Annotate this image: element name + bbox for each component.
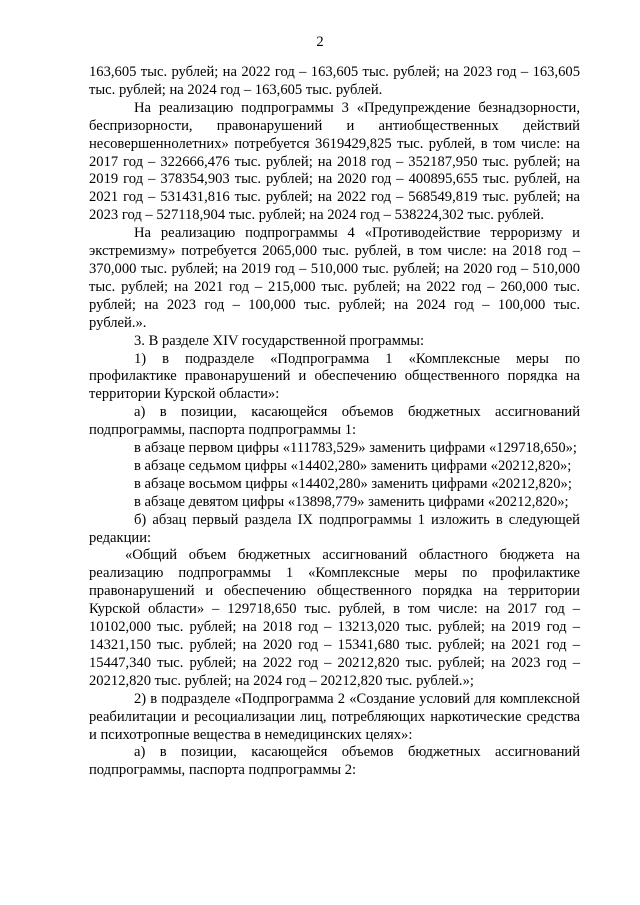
paragraph-item-1a: а) в позиции, касающейся объемов бюджетных ассигнований подпрограммы, паспорта подпрограммы 1: — [89, 404, 580, 439]
paragraph-subprogram-3: На реализацию подпрограммы 3 «Предупреждение безнадзорности, беспризорности, правонарушений и антиобщественных действий несовершеннолетних» потребуется 3619429,825 тыс. рублей, в том числе: на 2017 год – 322666,476 тыс. рублей; на 2018 год – 352187,950 тыс. рублей; на 2019 год – 378354,903 тыс. рублей; на 2020 год – 400895,655 тыс. рублей, на 2021 год – 531431,816 тыс. рублей; на 2022 год – 568549,819 тыс. рублей; на 2023 год – 527118,904 тыс. рублей; на 2024 год – 538224,302 тыс. рублей. — [89, 99, 580, 224]
paragraph-continuation: 163,605 тыс. рублей; на 2022 год – 163,605 тыс. рублей; на 2023 год – 163,605 тыс. рублей; на 2024 год – 163,605 тыс. рублей. — [89, 64, 580, 98]
paragraph-replace-eighth: в абзаце восьмом цифры «14402,280» заменить цифрами «20212,820»; — [134, 475, 572, 492]
paragraph-replace-ninth: в абзаце девятом цифры «13898,779» заменить цифрами «20212,820»; — [134, 493, 569, 510]
paragraph-item-2a: а) в позиции, касающейся объемов бюджетных ассигнований подпрограммы, паспорта подпрограммы 2: — [89, 744, 580, 779]
paragraph-subprogram-4: На реализацию подпрограммы 4 «Противодействие терроризму и экстремизму» потребуется 2065,000 тыс. рублей, в том числе: на 2018 год – 370,000 тыс. рублей; на 2019 год – 510,000 тыс. рублей; на 2020 год – 510,000 тыс. рублей; на 2021 год – 215,000 тыс. рублей; на 2022 год – 260,000 тыс. рублей; на 2023 год – 100,000 тыс. рублей; на 2024 год – 100,000 тыс. рублей.». — [89, 225, 580, 331]
paragraph-replace-seventh: в абзаце седьмом цифры «14402,280» заменить цифрами «20212,820»; — [134, 457, 572, 474]
paragraph-item-2: 2) в подразделе «Подпрограмма 2 «Создание условий для комплексной реабилитации и ресоциализации лиц, потребляющих наркотические средства и психотропные вещества в немедицинских целях»: — [89, 690, 580, 743]
paragraph-replace-first: в абзаце первом цифры «111783,529» заменить цифрами «129718,650»; — [134, 440, 577, 457]
paragraph-new-wording: «Общий объем бюджетных ассигнований областного бюджета на реализацию подпрограммы 1 «Комплексные меры по профилактике правонарушений и обеспечению общественного порядка на территории Курской области» – 129718,650 тыс. рублей, в том числе: на 2017 год – 10102,000 тыс. рублей; на 2018 год – 13213,020 тыс. рублей; на 2019 год – 14321,150 тыс. рублей; на 2020 год – 15341,680 тыс. рублей; на 2021 год – 15447,340 тыс. рублей; на 2022 год – 20212,820 тыс. рублей; на 2023 год – 20212,820 тыс. рублей; на 2024 год – 20212,820 тыс. рублей.»; — [89, 547, 580, 689]
paragraph-item-1b: б) абзац первый раздела IX подпрограммы 1 изложить в следующей редакции: — [89, 511, 580, 546]
paragraph-section-xiv: 3. В разделе XIV государственной программы: — [134, 332, 425, 349]
document-body — [89, 64, 580, 780]
page-number: 2 — [316, 34, 324, 50]
paragraph-item-1: 1) в подразделе «Подпрограмма 1 «Комплексные меры по профилактике правонарушений и обеспечению общественного порядка на территории Курской области»: — [89, 350, 580, 403]
